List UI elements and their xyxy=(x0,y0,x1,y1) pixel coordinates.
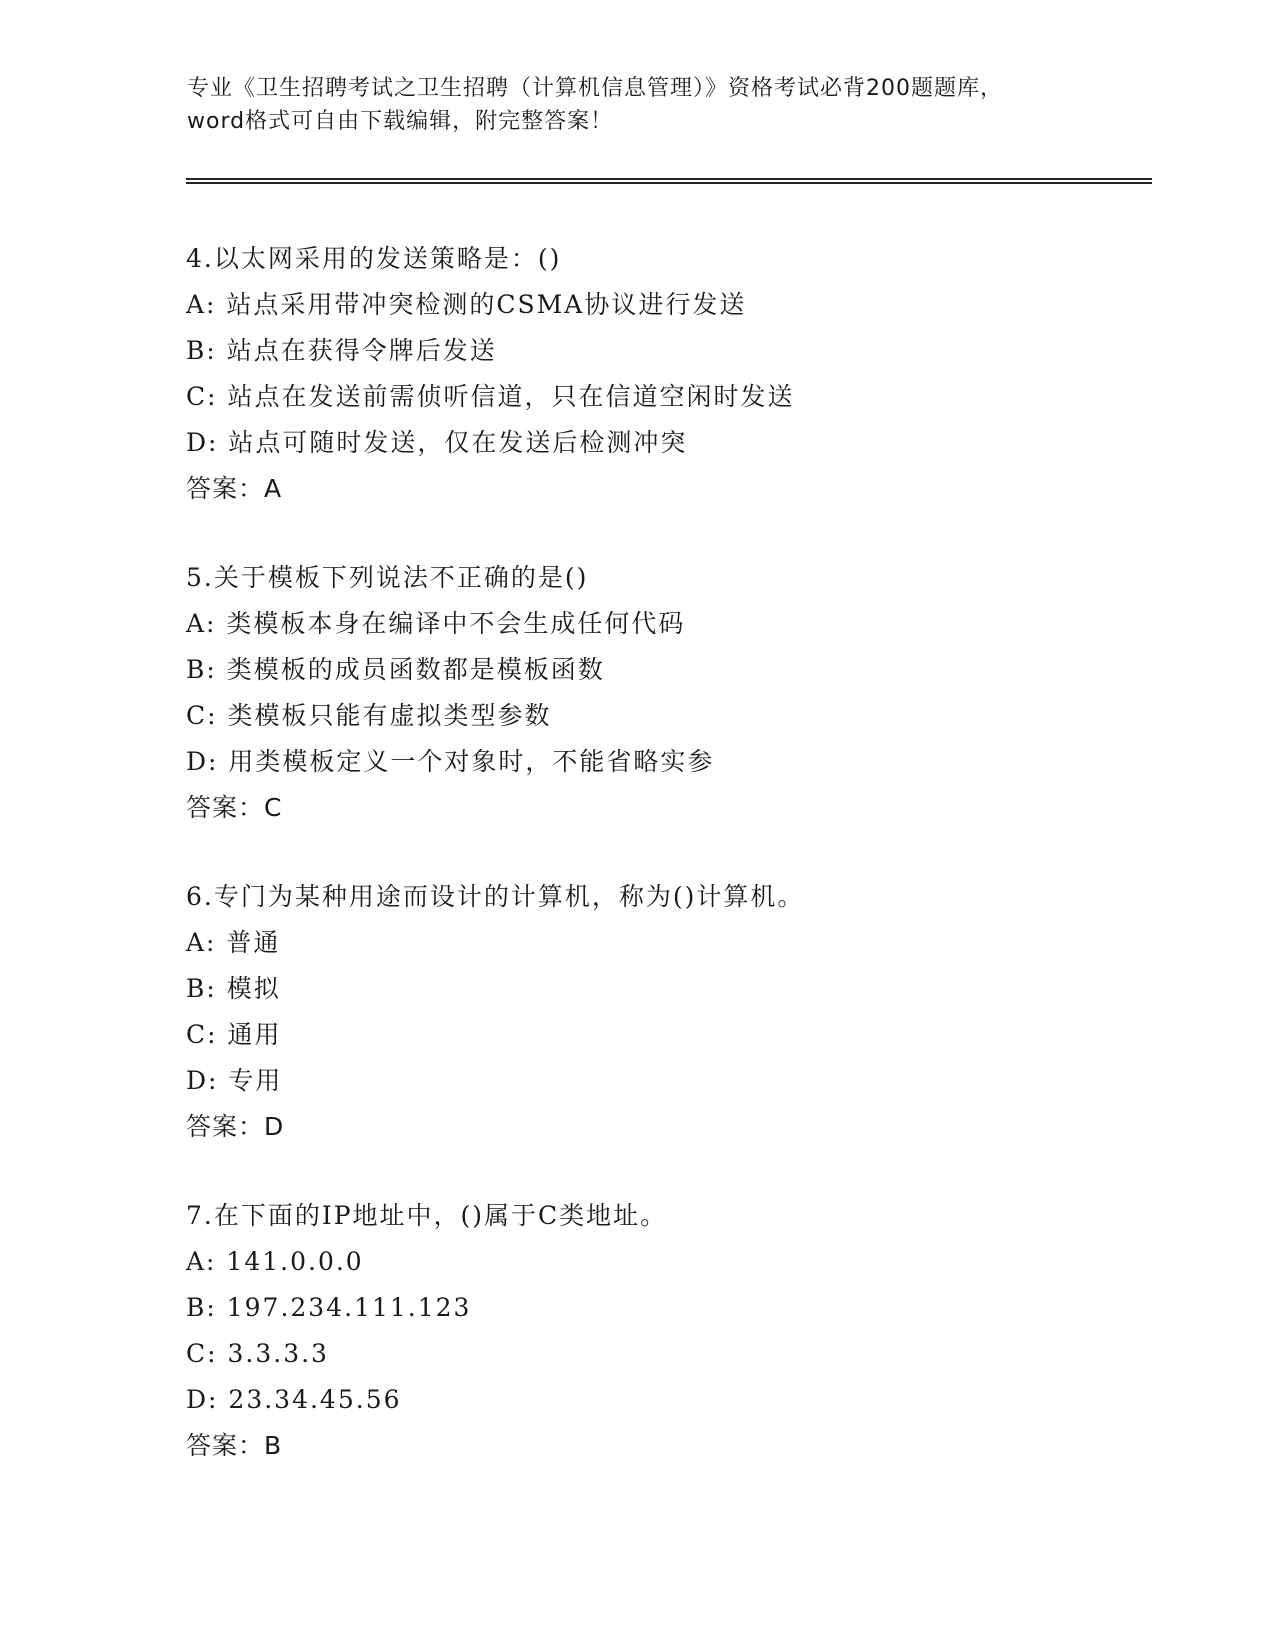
option-d: D: 站点可随时发送，仅在发送后检测冲突 xyxy=(186,428,688,457)
question-stem: 7.在下面的IP地址中，()属于C类地址。 xyxy=(186,1201,668,1230)
question-list xyxy=(186,236,1146,1512)
answer-line: 答案：A xyxy=(186,474,283,503)
option-d: D: 23.34.45.56 xyxy=(186,1385,402,1414)
answer-line: 答案：D xyxy=(186,1112,285,1141)
option-b: B: 197.234.111.123 xyxy=(186,1293,472,1322)
option-c: C: 3.3.3.3 xyxy=(186,1339,329,1368)
question-item xyxy=(186,555,1146,874)
answer-line: 答案：B xyxy=(186,1431,283,1460)
question-stem: 4.以太网采用的发送策略是：() xyxy=(186,244,562,273)
question-item xyxy=(186,1193,1146,1512)
option-a: A: 普通 xyxy=(186,928,281,957)
document-header xyxy=(187,72,1087,138)
option-c: C: 通用 xyxy=(186,1020,282,1049)
option-b: B: 类模板的成员函数都是模板函数 xyxy=(186,655,605,684)
option-b: B: 站点在获得令牌后发送 xyxy=(186,336,497,365)
option-c: C: 站点在发送前需侦听信道，只在信道空闲时发送 xyxy=(186,382,795,411)
option-a: A: 141.0.0.0 xyxy=(186,1247,364,1276)
question-item xyxy=(186,874,1146,1193)
header-line-1: 专业《卫生招聘考试之卫生招聘（计算机信息管理）》资格考试必背200题题库， xyxy=(187,76,1003,101)
option-c: C: 类模板只能有虚拟类型参数 xyxy=(186,701,552,730)
question-stem: 6.专门为某种用途而设计的计算机，称为()计算机。 xyxy=(186,882,805,911)
option-a: A: 站点采用带冲突检测的CSMA协议进行发送 xyxy=(186,290,747,319)
question-stem: 5.关于模板下列说法不正确的是() xyxy=(186,563,589,592)
header-divider xyxy=(186,178,1152,184)
header-line-2: word格式可自由下载编辑，附完整答案！ xyxy=(187,109,614,134)
option-a: A: 类模板本身在编译中不会生成任何代码 xyxy=(186,609,686,638)
answer-line: 答案：C xyxy=(186,793,283,822)
question-item xyxy=(186,236,1146,555)
option-d: D: 用类模板定义一个对象时，不能省略实参 xyxy=(186,747,715,776)
option-b: B: 模拟 xyxy=(186,974,281,1003)
option-d: D: 专用 xyxy=(186,1066,283,1095)
